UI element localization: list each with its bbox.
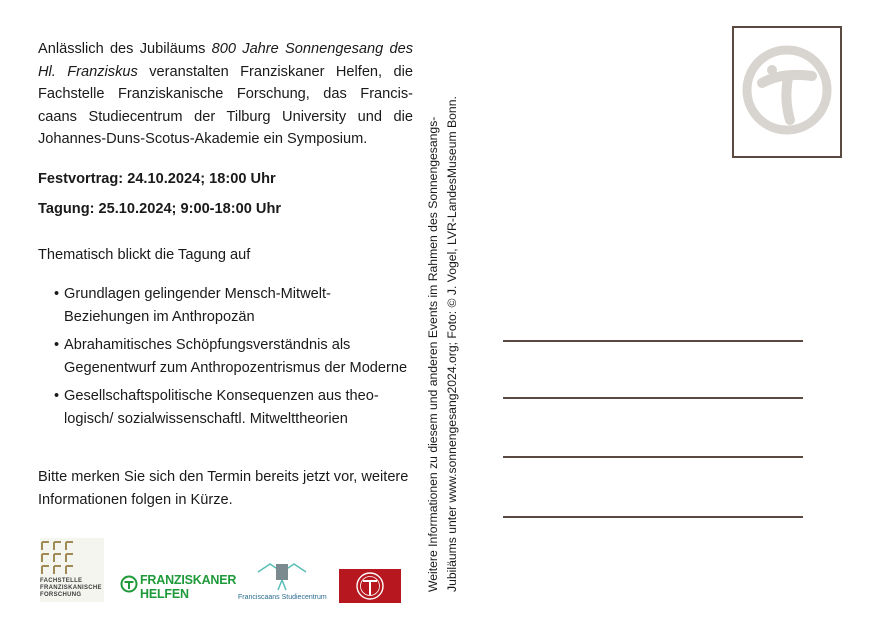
topics-lead: Thematisch blickt die Tagung auf [38, 247, 251, 263]
intro-block [38, 38, 413, 151]
list-item-text: Grundlagen gelingender Mensch-Mitwelt-Beziehungen im Anthropozän [64, 286, 331, 325]
stamp-box [732, 26, 842, 158]
intro-text-2: veranstalten Franziskaner Helfen, die Fachstelle Franziskanische Forschung, das Francis-caans Studiecentrum der Tilburg University und die Johannes-Duns-Scotus-Akademie ein Symposium. [38, 63, 413, 147]
fachstelle-logo-text: FACHSTELLE FRANZISKANISCHE FORSCHUNG [40, 578, 102, 598]
bullet-icon: • [54, 286, 60, 302]
address-line [503, 340, 803, 342]
closing-note: Bitte merken Sie sich den Termin bereits jetzt vor, weitere Informationen folgen in Kürze. [38, 469, 409, 508]
jds-akademie-logo [339, 569, 401, 603]
intro-paragraph [38, 38, 413, 151]
vertical-info-line-1: Weitere Informationen zu diesem und anderen Events im Rahmen des Sonnengesangs- [426, 116, 440, 592]
list-item [38, 334, 413, 379]
open-book-icon [238, 558, 328, 592]
intro-text-1: Anlässlich des Jubiläums [38, 41, 212, 57]
list-item [38, 385, 413, 430]
intro-italic-title: 800 Jahre Sonnengesang des Hl. Franziskus [38, 41, 413, 80]
vertical-info-text [424, 32, 462, 592]
bullet-icon: • [54, 388, 60, 404]
address-line [503, 397, 803, 399]
franziskaner-helfen-logo [120, 572, 237, 604]
franziskaner-helfen-line-1: FRANZISKANER [140, 573, 237, 587]
topics-list [38, 283, 413, 436]
festvortrag-date: Festvortrag: 24.10.2024; 18:00 Uhr [38, 171, 276, 187]
studiecentrum-text-1: Franciscaans [238, 594, 280, 601]
studiecentrum-text [238, 594, 327, 601]
list-item-text: Gesellschaftspolitische Konsequenzen aus theo-logisch/ sozialwissenschaftl. Mitwelttheorien [64, 388, 379, 427]
tau-circle-icon [120, 575, 138, 593]
studiecentrum-text-2: Studiecentrum [281, 594, 327, 601]
address-line [503, 516, 803, 518]
fachstelle-logo-icon [40, 540, 80, 578]
bullet-icon: • [54, 337, 60, 353]
vertical-info-line-2: Jubiläums unter www.sonnengesang2024.org; Foto: © J. Vogel, LVR-LandesMuseum Bonn. [445, 96, 459, 592]
tagung-date: Tagung: 25.10.2024; 9:00-18:00 Uhr [38, 201, 282, 217]
tau-cross-icon [734, 28, 840, 156]
studiecentrum-logo [238, 558, 328, 604]
address-line [503, 456, 803, 458]
university-seal-icon [339, 569, 401, 603]
franziskaner-helfen-text [140, 573, 236, 601]
fachstelle-logo [40, 538, 104, 602]
list-item-text: Abrahamitisches Schöpfungsverständnis als Gegenentwurf zum Anthropozentrismus der Moderne [64, 337, 408, 376]
franziskaner-helfen-line-2: HELFEN [140, 587, 189, 601]
list-item [38, 283, 413, 328]
